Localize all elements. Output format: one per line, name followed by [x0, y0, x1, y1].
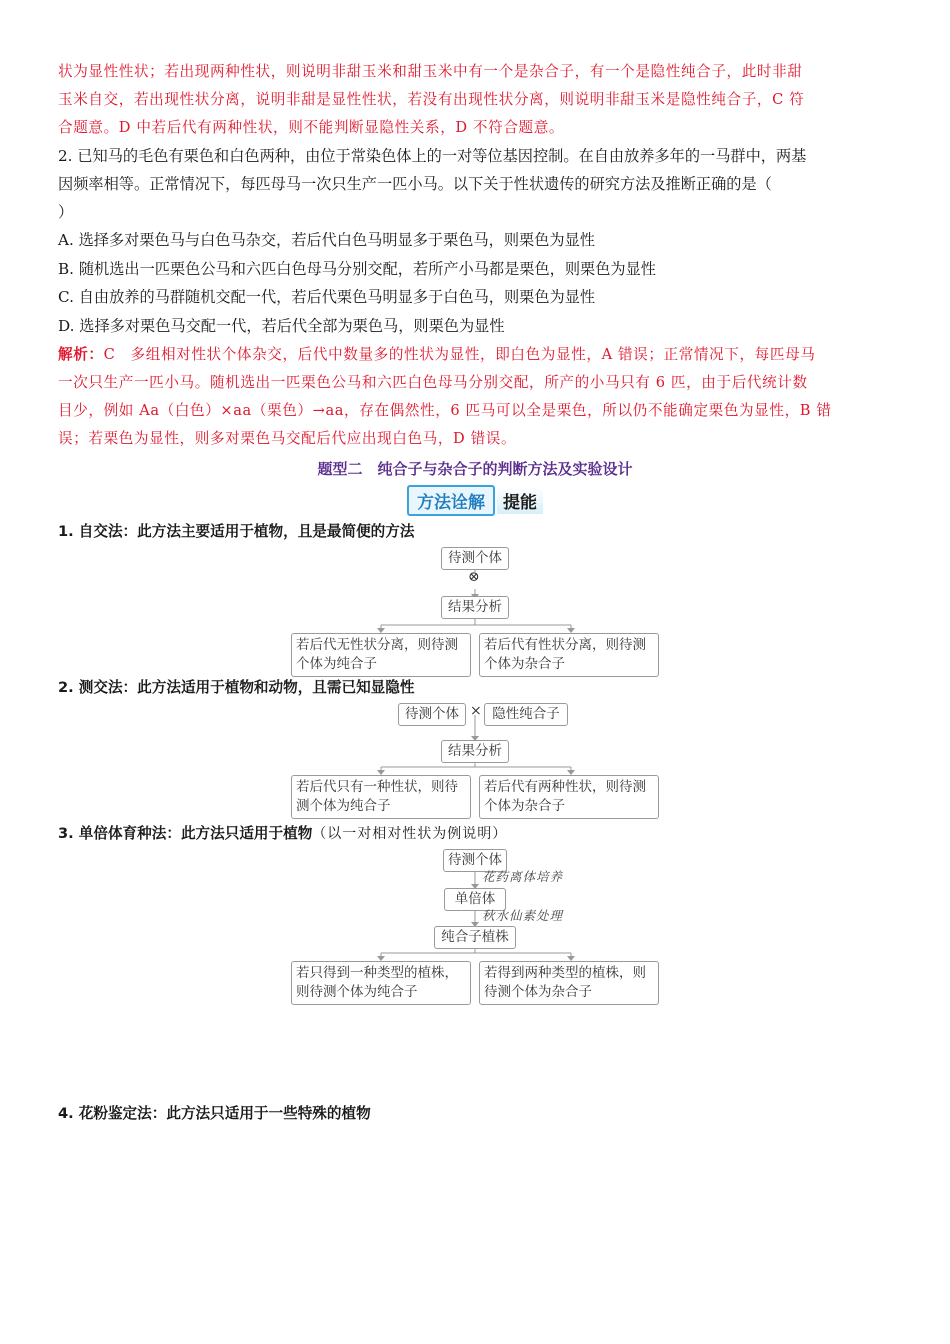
- answer1-line: 合题意。D 中若后代有两种性状，则不能判断显隐性关系，D 不符合题意。: [58, 119, 565, 136]
- option-b: B. 随机选出一匹栗色公马和六匹白色母马分别交配，若所产小马都是栗色，则栗色为显性: [58, 259, 656, 278]
- analysis-line: 目少，例如 Aa（白色）×aa（栗色）→aa，存在偶然性，6 匹马可以全是栗色，所以仍不能确定栗色为显性，B 错: [58, 401, 832, 419]
- result-heterozygous-box: 若得到两种类型的植株，则待测个体为杂合子: [479, 961, 659, 1005]
- selfing-symbol: ⊗: [468, 568, 480, 585]
- page-content: [58, 58, 892, 1127]
- analysis-line: 误；若栗色为显性，则多对栗色马交配后代应出现白色马，D 错误。: [58, 429, 517, 447]
- option-a: A. 选择多对栗色马与白色马杂交，若后代白色马明显多于栗色马，则栗色为显性: [58, 231, 595, 249]
- stem-line: ）: [58, 203, 74, 221]
- tested-individual-box: 待测个体: [443, 849, 507, 872]
- method3-title: . 单倍体育种法：此方法只适用于植物: [68, 824, 313, 842]
- method4-title: . 花粉鉴定法：此方法只适用于一些特殊的植物: [68, 1104, 371, 1122]
- answer1-line: 玉米自交，若出现性状分离，说明非甜是显性性状，若没有出现性状分离，则说明非甜玉米是隐性纯合子，C 符: [58, 91, 805, 108]
- result-heterozygous-box: 若后代有两种性状，则待测个体为杂合子: [479, 775, 659, 819]
- answer1-line: 状为显性性状；若出现两种性状，则说明非甜玉米和甜玉米中有一个是杂合子，有一个是隐性纯合子，此时非甜: [58, 63, 803, 80]
- method-banner: [58, 485, 892, 519]
- banner-label: 方法诠解: [407, 485, 495, 516]
- method4-num: 4: [58, 1104, 69, 1122]
- result-analysis-box: 结果分析: [441, 596, 509, 619]
- cross-symbol: ×: [470, 702, 482, 719]
- method2-num: 2: [58, 678, 69, 696]
- result-homozygous-box: 若后代无性状分离，则待测个体为纯合子: [291, 633, 471, 677]
- anther-culture-label: 花药离体培养: [482, 868, 564, 884]
- option-d: D. 选择多对栗色马交配一代，若后代全部为栗色马，则栗色为显性: [58, 317, 505, 336]
- analysis-line: [58, 341, 892, 369]
- tested-individual-box: 待测个体: [398, 703, 466, 726]
- question2-stem: [58, 142, 892, 226]
- recessive-homozygote-box: 隐性纯合子: [484, 703, 568, 726]
- tested-individual-box: 待测个体: [441, 547, 509, 570]
- homozygous-plant-box: 纯合子植株: [434, 926, 516, 949]
- analysis-text: C 多组相对性状个体杂交，后代中数量多的性状为显性，即白色为显性，A 错误；正常情况下，每匹母马: [103, 345, 816, 363]
- option-c: C. 自由放养的马群随机交配一代，若后代栗色马明显多于白色马，则栗色为显性: [58, 288, 596, 307]
- method3-note: （以一对相对性状为例说明）: [312, 825, 508, 842]
- result-homozygous-box: 若后代只有一种性状，则待测个体为纯合子: [291, 775, 471, 819]
- method3-connectors: [58, 847, 892, 1097]
- haploid-box: 单倍体: [444, 888, 506, 911]
- analysis-label: 解析：: [58, 345, 104, 363]
- method2-heading: [58, 675, 892, 701]
- method2-title: . 测交法：此方法适用于植物和动物，且需已知显隐性: [68, 678, 415, 696]
- stem-line: 2. 已知马的毛色有栗色和白色两种，由位于常染色体上的一对等位基因控制。在自由放养多年的一马群中，两基: [58, 147, 807, 165]
- method3-num: 3: [58, 824, 69, 842]
- section-title: 题型二 纯合子与杂合子的判断方法及实验设计: [317, 459, 633, 478]
- question2-analysis: [58, 341, 892, 453]
- method1-diagram: [58, 545, 892, 672]
- method4-heading: [58, 1101, 892, 1127]
- result-heterozygous-box: 若后代有性状分离，则待测个体为杂合子: [479, 633, 659, 677]
- analysis-line: 一次只生产一匹小马。随机选出一匹栗色公马和六匹白色母马分别交配，所产的小马只有 6 匹，由于后代统计数: [58, 373, 808, 391]
- method2-diagram: [58, 701, 892, 821]
- answer1-tail: [58, 58, 892, 142]
- method3-diagram: [58, 847, 892, 1097]
- colchicine-label: 秋水仙素处理: [482, 907, 564, 923]
- question2-options: [58, 226, 892, 341]
- method1-heading: [58, 519, 892, 545]
- stem-line: 因频率相等。正常情况下，每匹母马一次只生产一匹小马。以下关于性状遗传的研究方法及推断正确的是（: [58, 175, 772, 193]
- banner-tail: 提能: [497, 487, 543, 514]
- result-homozygous-box: 若只得到一种类型的植株，则待测个体为纯合子: [291, 961, 471, 1005]
- method1-title: . 自交法：此方法主要适用于植物，且是最简便的方法: [68, 522, 415, 540]
- method3-heading: [58, 821, 892, 847]
- result-analysis-box: 结果分析: [441, 740, 509, 763]
- method1-num: 1: [58, 522, 69, 540]
